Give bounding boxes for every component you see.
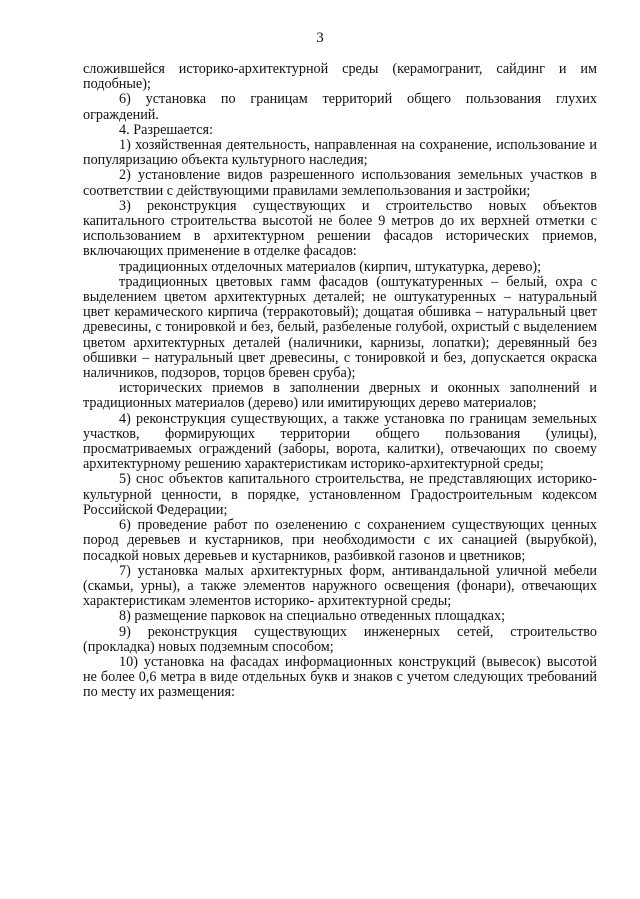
paragraph-permitted-1: 1) хозяйственная деятельность, направленная на сохранение, использование и популяризацию объекта культурного наследия; (83, 137, 597, 169)
paragraph-permitted-8: 8) размещение парковок на специально отведенных площадках; (119, 608, 506, 625)
paragraph-prohibition-6: 6) установка по границам территорий общего пользования глухих ограждений. (83, 91, 597, 123)
paragraph-permitted-3-materials: традиционных отделочных материалов (кирпич, штукатурка, дерево); (119, 258, 542, 275)
document-body (83, 62, 597, 701)
paragraph-permitted-3-techniques: исторических приемов в заполнении дверных и оконных заполнений и традиционных материалов (дерево) или имитирующих дерево материалов; (83, 380, 597, 412)
paragraph-permitted-6: 6) проведение работ по озеленению с сохранением существующих ценных пород деревьев и кустарников, при необходимости с их санацией (вырубкой), посадкой новых деревьев и кустарников, разбивкой газонов и цветников; (83, 517, 597, 564)
paragraph-continuation: сложившейся историко-архитектурной среды (керамогранит, сайдинг и им подобные); (83, 61, 597, 93)
paragraph-permitted-2: 2) установление видов разрешенного использования земельных участков в соответствии с действующими правилами землепользования и застройки; (83, 167, 597, 199)
paragraph-permitted-9: 9) реконструкция существующих инженерных сетей, строительство (прокладка) новых подземным способом; (83, 623, 597, 655)
paragraph-permitted-4: 4) реконструкция существующих, а также установка по границам земельных участков, формирующих территории общего пользования (улицы), просматриваемых ограждений (заборы, ворота, калитки), отвечающих по своему архитектурному решению характеристикам историко-архитектурной среды; (83, 410, 597, 473)
paragraph-permitted-3: 3) реконструкция существующих и строительство новых объектов капитального строительства высотой не более 9 метров до их верхней отметки с использованием в архитектурном решении фасадов исторических приемов, включающих применение в отделке фасадов: (83, 197, 597, 260)
paragraph-permitted-7: 7) установка малых архитектурных форм, антивандальной уличной мебели (скамьи, урны), а также элементов наружного освещения (фонари), отвечающих характеристикам элементов историко- архитектурной среды; (83, 562, 597, 610)
paragraph-permitted-10: 10) установка на фасадах информационных конструкций (вывесок) высотой не более 0,6 метра в виде отдельных букв и знаков с учетом следующих требований по месту их размещения: (83, 653, 597, 701)
section-heading-4: 4. Разрешается: (119, 121, 214, 138)
paragraph-permitted-3-colors: традиционных цветовых гамм фасадов (оштукатуренных – белый, охра с выделением цветом архитектурных деталей; не оштукатуренных – натуральный цвет керамического кирпича (терракотовый); дощатая обшивка – натуральный цвет древесины, с тонировкой и без, белый, разбеленые голубой, охристый с выделением цветом архитектурных деталей (наличники, карнизы, лопатки); деревянный без обшивки – натуральный цвет древесины, с тонировкой и без, допускается окраска наличников, подзоров, торцов бревен сруба); (83, 273, 597, 382)
paragraph-permitted-5: 5) снос объектов капитального строительства, не представляющих историко-культурной ценности, в порядке, установленном Градостроительным кодексом Российской Федерации; (83, 471, 597, 518)
page-number: 3 (316, 30, 324, 46)
